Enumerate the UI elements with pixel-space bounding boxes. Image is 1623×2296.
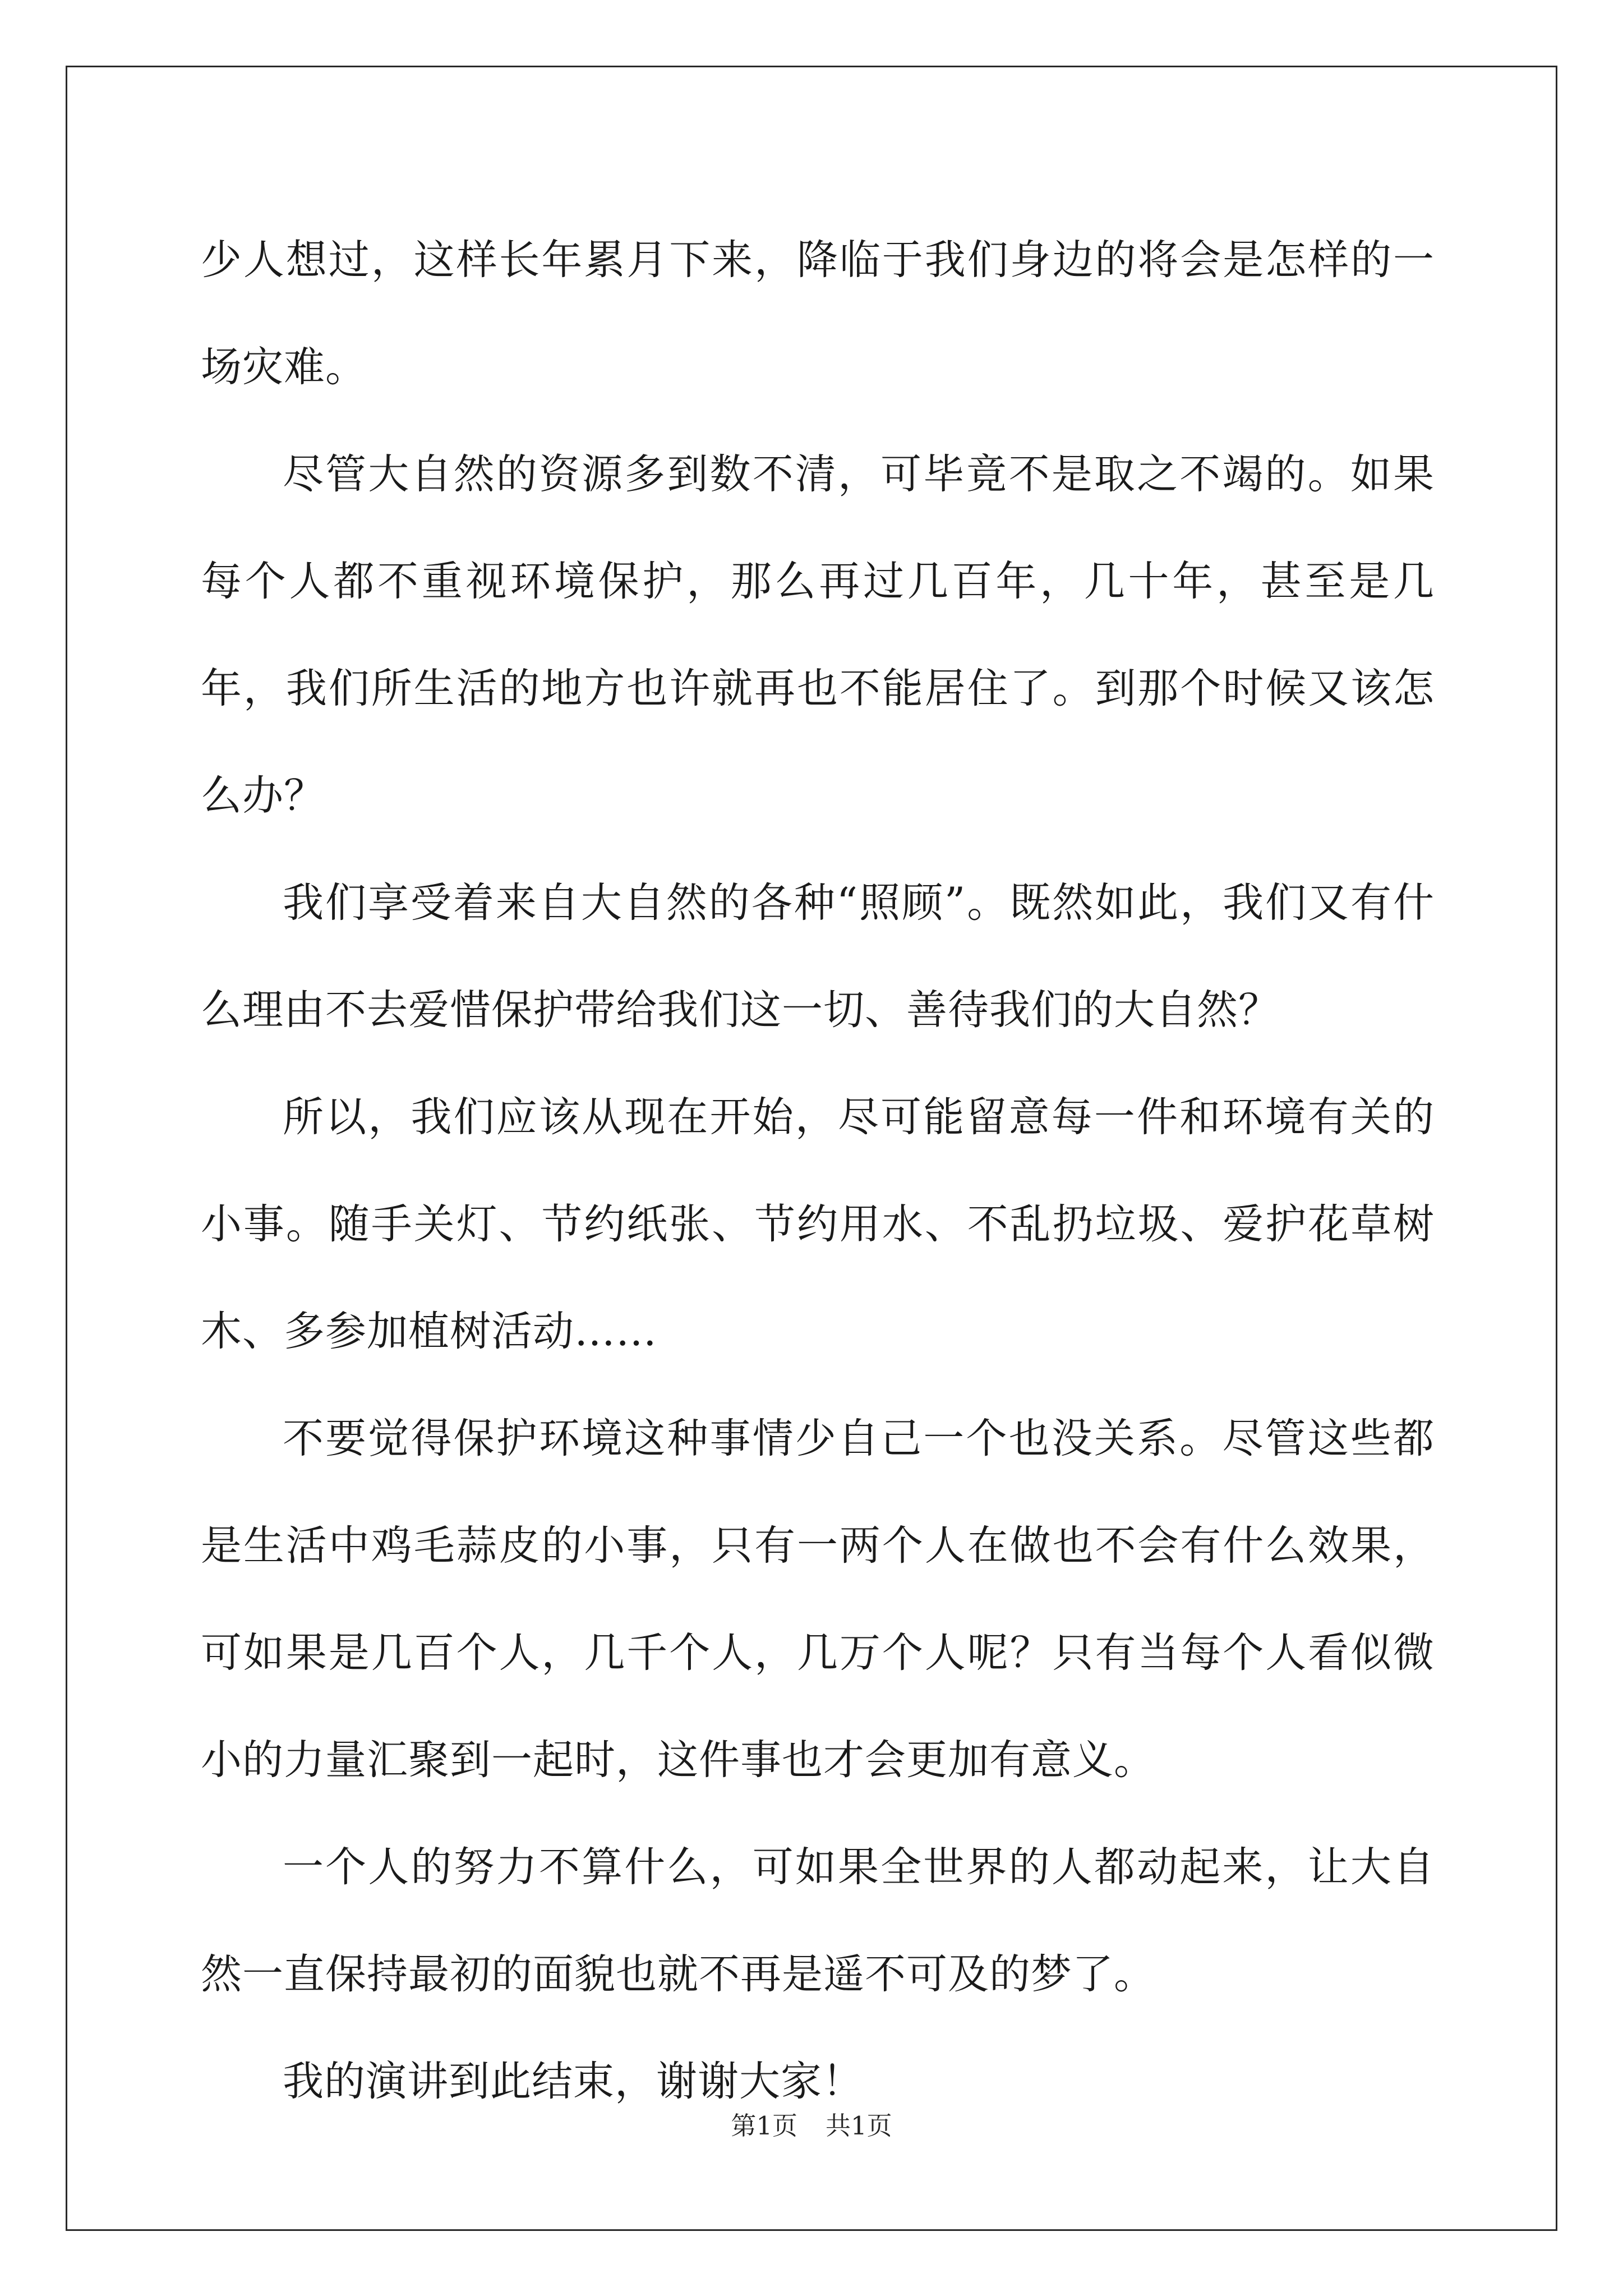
paragraph: 一个人的努力不算什么，可如果全世界的人都动起来，让大自然一直保持最初的面貌也就不再是遥不可及的梦了。 xyxy=(201,1843,1435,1998)
paragraph: 我们享受着来自大自然的各种“照顾”。既然如此，我们又有什么理由不去爱惜保护带给我们这一切、善待我们的大自然？ xyxy=(201,879,1435,1034)
page-number: 第1页 xyxy=(731,2111,797,2141)
document-body xyxy=(201,206,1435,2135)
paragraph: 尽管大自然的资源多到数不清，可毕竟不是取之不竭的。如果每个人都不重视环境保护，那么再过几百年，几十年，甚至是几年，我们所生活的地方也许就再也不能居住了。到那个时候又该怎么办？ xyxy=(201,450,1435,820)
page-total: 共1页 xyxy=(826,2111,892,2141)
paragraph: 所以，我们应该从现在开始，尽可能留意每一件和环境有关的小事。随手关灯、节约纸张、节约用水、不乱扔垃圾、爱护花草树木、多参加植树活动…… xyxy=(201,1093,1435,1355)
page-footer xyxy=(0,2109,1623,2143)
paragraph: 我的演讲到此结束，谢谢大家！ xyxy=(283,2058,864,2105)
paragraph: 少人想过，这样长年累月下来，降临于我们身边的将会是怎样的一场灾难。 xyxy=(201,236,1435,391)
paragraph: 不要觉得保护环境这种事情少自己一个也没关系。尽管这些都是生活中鸡毛蒜皮的小事，只有一两个人在做也不会有什么效果，可如果是几百个人，几千个人，几万个人呢？只有当每个人看似微小的力量汇聚到一起时，这件事也才会更加有意义。 xyxy=(201,1415,1435,1784)
